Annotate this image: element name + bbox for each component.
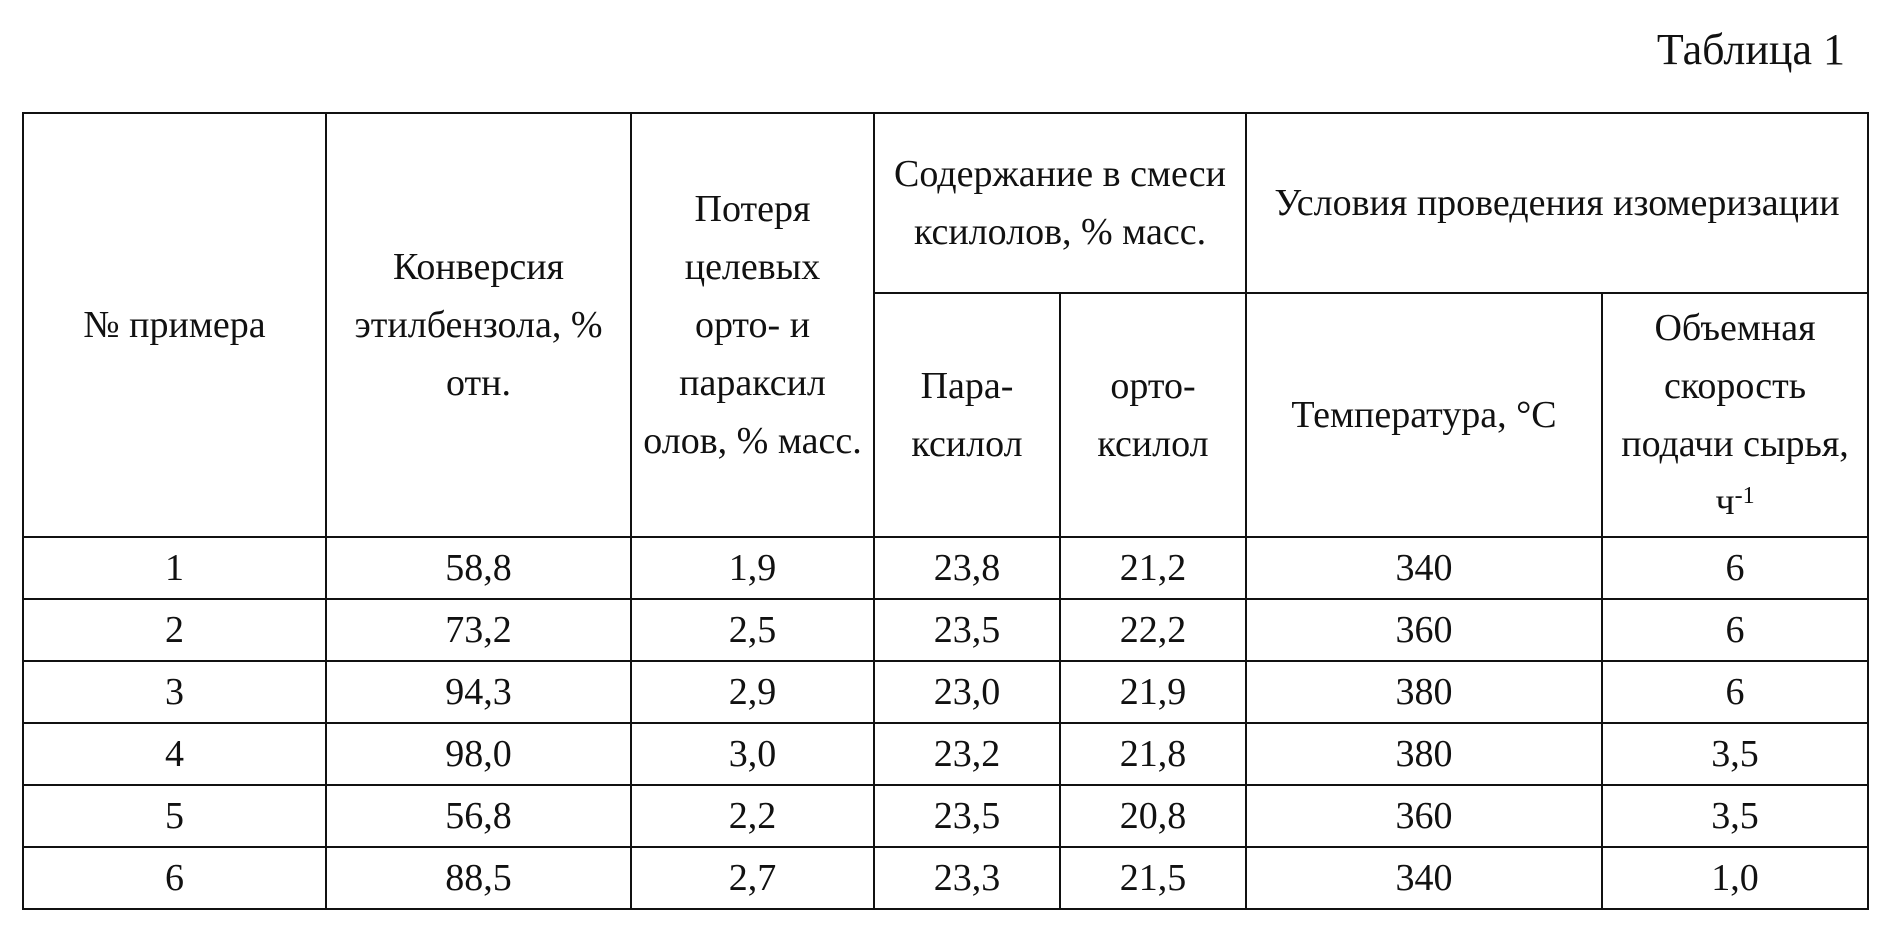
- table-caption: Таблица 1: [1656, 25, 1845, 74]
- cell-para-xylene: 23,3: [874, 847, 1060, 909]
- header-row-top: [23, 113, 1868, 293]
- cell-para-xylene: 23,8: [874, 537, 1060, 599]
- table-body: [23, 537, 1868, 909]
- cell-example-no: 3: [23, 661, 326, 723]
- cell-para-xylene: 23,2: [874, 723, 1060, 785]
- cell-space-velocity: 1,0: [1602, 847, 1868, 909]
- header-example-no: № примера: [23, 113, 326, 537]
- header-ortho-xylene: орто- ксилол: [1060, 293, 1246, 537]
- table-header: [23, 113, 1868, 537]
- cell-conversion: 58,8: [326, 537, 631, 599]
- header-content-group: Содержание в смеси ксилолов, % масс.: [874, 113, 1246, 293]
- cell-example-no: 4: [23, 723, 326, 785]
- cell-ortho-xylene: 21,5: [1060, 847, 1246, 909]
- cell-temperature: 340: [1246, 847, 1602, 909]
- table-row: [23, 537, 1868, 599]
- cell-para-xylene: 23,0: [874, 661, 1060, 723]
- cell-space-velocity: 3,5: [1602, 785, 1868, 847]
- data-table: [22, 112, 1869, 910]
- cell-loss: 2,2: [631, 785, 874, 847]
- cell-ortho-xylene: 21,2: [1060, 537, 1246, 599]
- table-row: [23, 847, 1868, 909]
- table-row: [23, 661, 1868, 723]
- cell-conversion: 73,2: [326, 599, 631, 661]
- cell-example-no: 1: [23, 537, 326, 599]
- header-space-velocity-label: Объемная скорость подачи сырья, ч: [1621, 307, 1849, 523]
- cell-space-velocity: 3,5: [1602, 723, 1868, 785]
- table-row: [23, 785, 1868, 847]
- header-space-velocity-exponent: -1: [1734, 483, 1755, 509]
- header-para-xylene: Пара- ксилол: [874, 293, 1060, 537]
- cell-loss: 1,9: [631, 537, 874, 599]
- header-loss: Потеря целевых орто- и параксил олов, % масс.: [631, 113, 874, 537]
- cell-example-no: 5: [23, 785, 326, 847]
- cell-conversion: 56,8: [326, 785, 631, 847]
- cell-temperature: 380: [1246, 723, 1602, 785]
- cell-space-velocity: 6: [1602, 661, 1868, 723]
- table-row: [23, 723, 1868, 785]
- cell-ortho-xylene: 22,2: [1060, 599, 1246, 661]
- cell-ortho-xylene: 21,8: [1060, 723, 1246, 785]
- cell-loss: 2,7: [631, 847, 874, 909]
- cell-para-xylene: 23,5: [874, 599, 1060, 661]
- cell-space-velocity: 6: [1602, 537, 1868, 599]
- cell-para-xylene: 23,5: [874, 785, 1060, 847]
- table-row: [23, 599, 1868, 661]
- cell-conversion: 98,0: [326, 723, 631, 785]
- cell-space-velocity: 6: [1602, 599, 1868, 661]
- header-conditions-group: Условия проведения изомеризации: [1246, 113, 1868, 293]
- header-temperature: Температура, °С: [1246, 293, 1602, 537]
- cell-loss: 2,9: [631, 661, 874, 723]
- cell-example-no: 6: [23, 847, 326, 909]
- header-conversion: Конверсия этилбензола, % отн.: [326, 113, 631, 537]
- header-space-velocity: [1602, 293, 1868, 537]
- cell-temperature: 360: [1246, 599, 1602, 661]
- cell-ortho-xylene: 20,8: [1060, 785, 1246, 847]
- cell-temperature: 340: [1246, 537, 1602, 599]
- cell-temperature: 380: [1246, 661, 1602, 723]
- cell-ortho-xylene: 21,9: [1060, 661, 1246, 723]
- cell-conversion: 94,3: [326, 661, 631, 723]
- cell-conversion: 88,5: [326, 847, 631, 909]
- cell-temperature: 360: [1246, 785, 1602, 847]
- cell-loss: 3,0: [631, 723, 874, 785]
- cell-example-no: 2: [23, 599, 326, 661]
- cell-loss: 2,5: [631, 599, 874, 661]
